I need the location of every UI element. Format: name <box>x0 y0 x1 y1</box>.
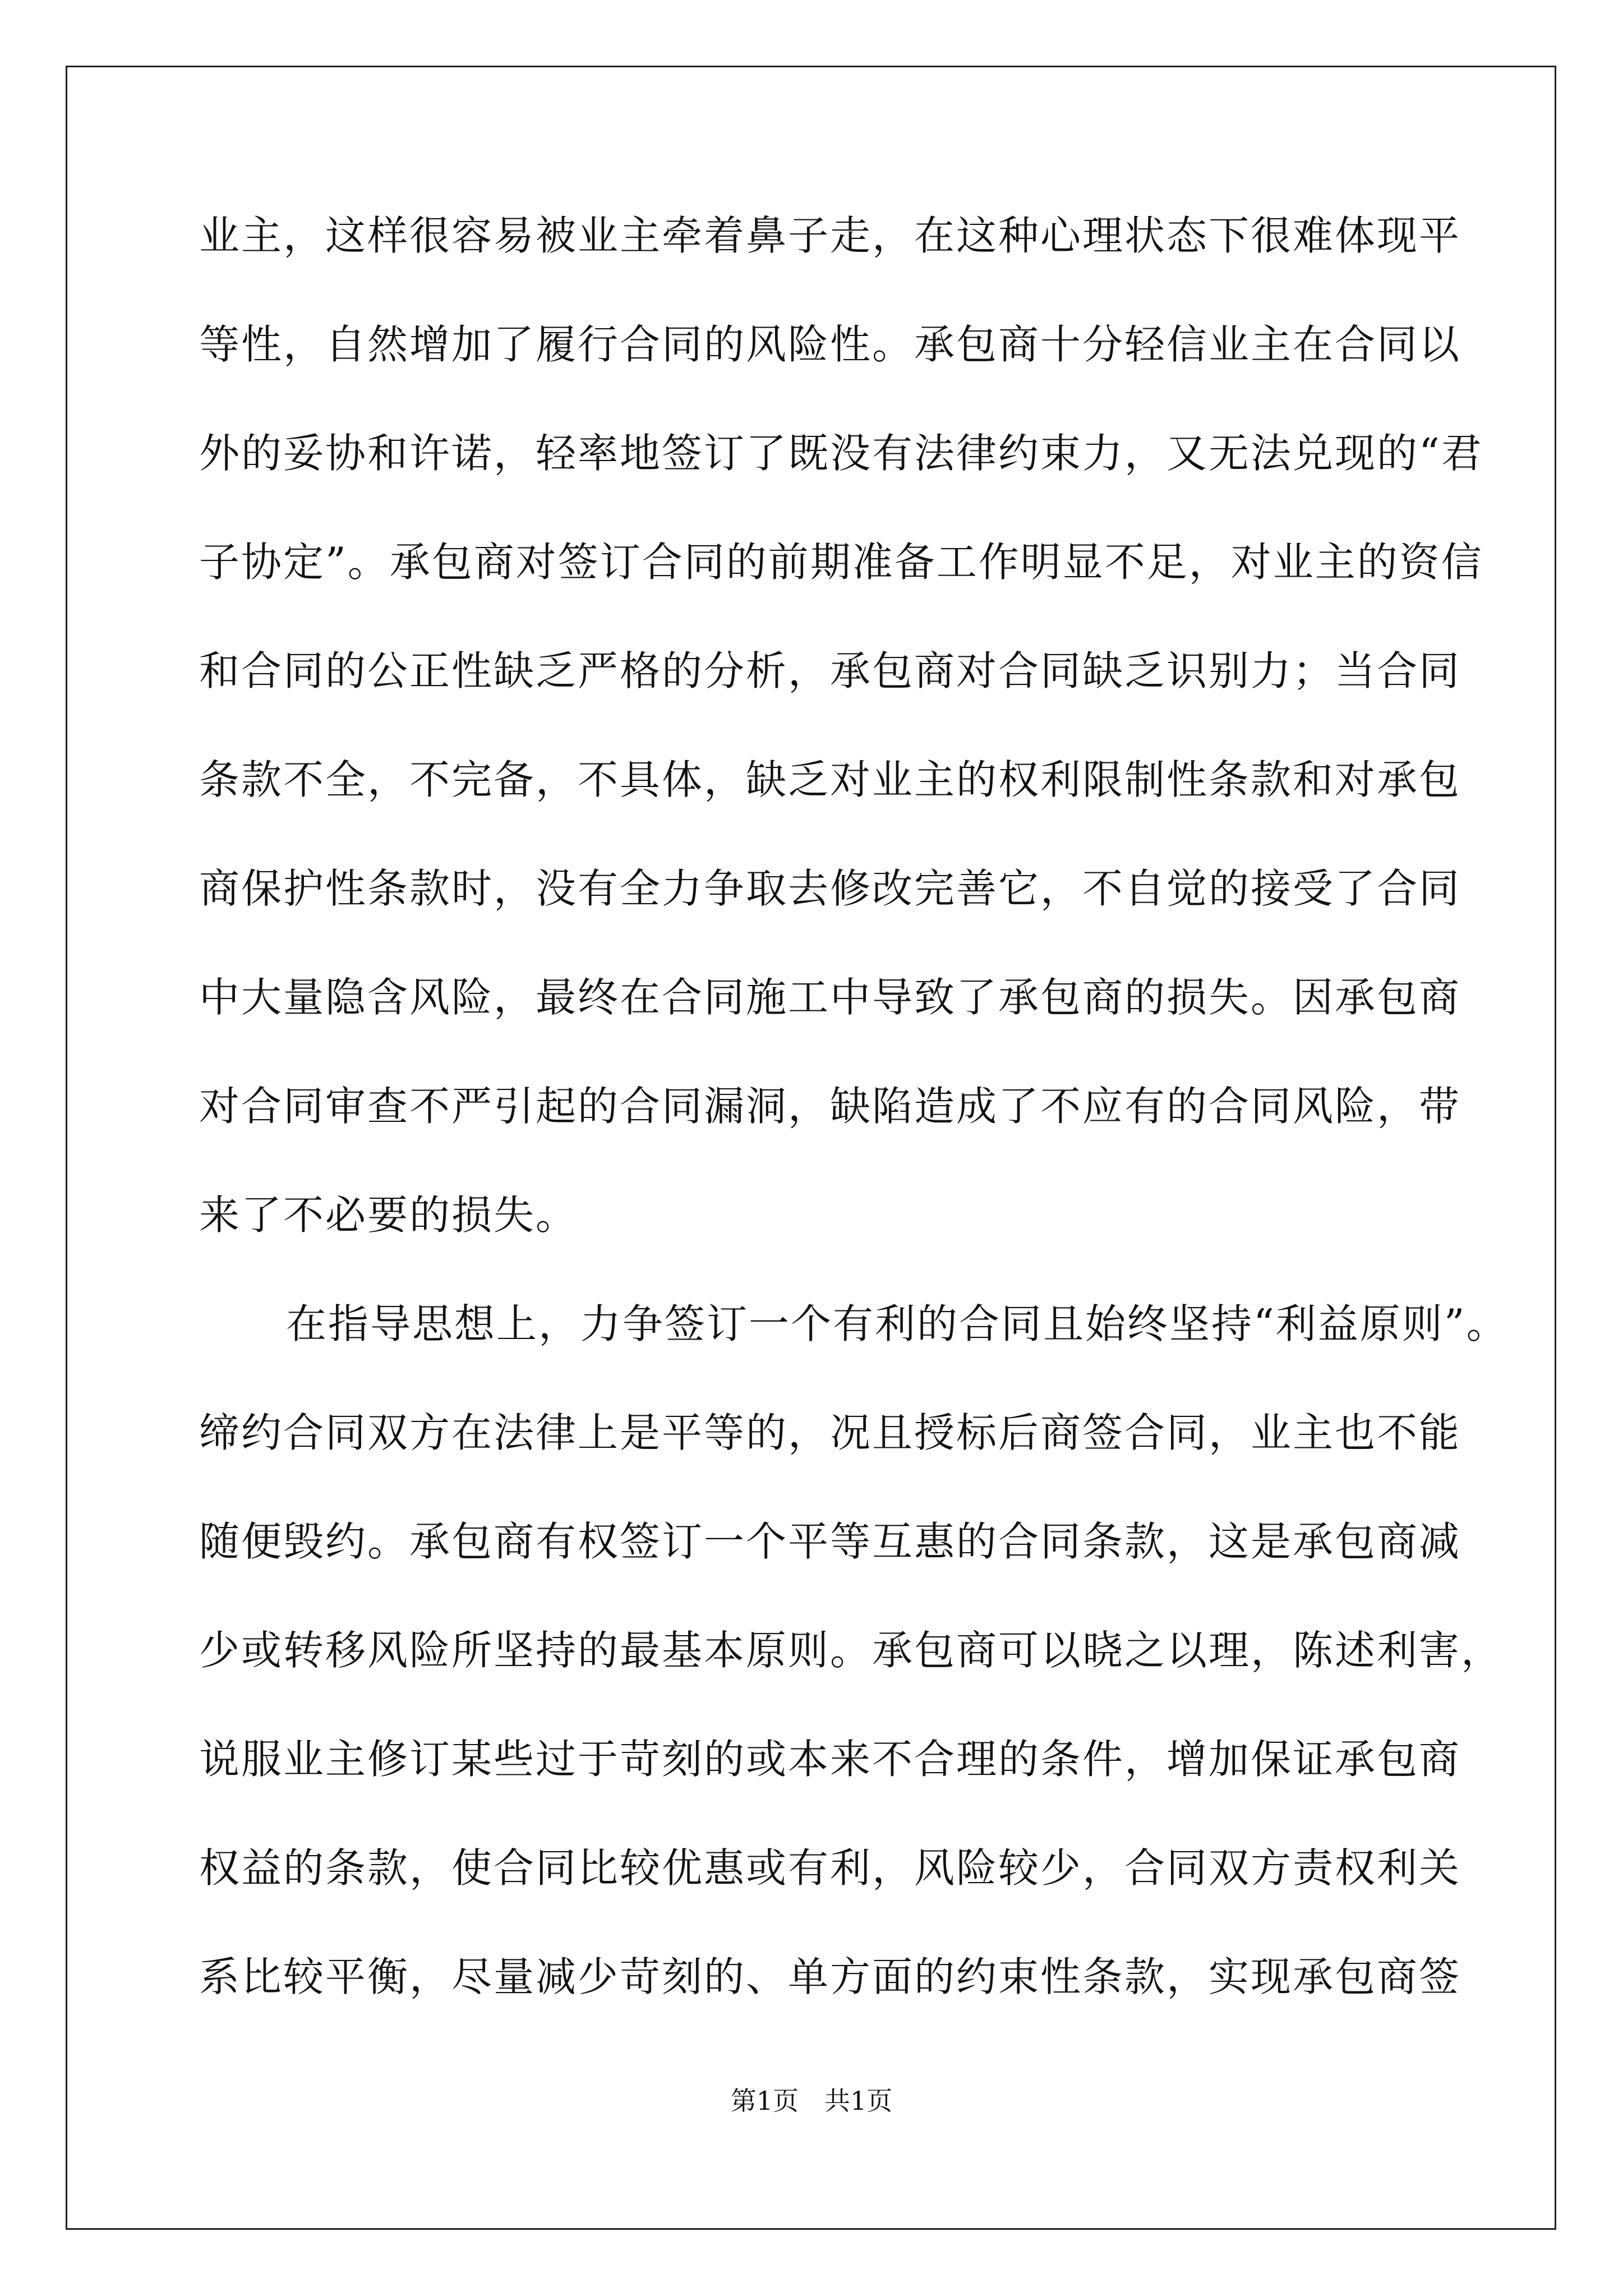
page-number-footer: 第1页 共1页 <box>730 2086 893 2116</box>
text-line: 来了不必要的损失。 <box>199 1191 578 1239</box>
text-line: 子协定”。承包商对签订合同的前期准备工作明显不足，对业主的资信 <box>199 539 1483 586</box>
text-line: 缔约合同双方在法律上是平等的，况且授标后商签合同，业主也不能 <box>199 1409 1461 1456</box>
paragraph-first-line: 在指导思想上，力争签订一个有利的合同且始终坚持“利益原则”。 <box>286 1300 1509 1347</box>
text-line: 和合同的公正性缺乏严格的分析，承包商对合同缺乏识别力；当合同 <box>199 647 1461 694</box>
text-line: 少或转移风险所坚持的最基本原则。承包商可以晓之以理，陈述利害， <box>199 1627 1504 1674</box>
text-line: 系比较平衡，尽量减少苛刻的、单方面的约束性条款，实现承包商签 <box>199 1953 1461 2000</box>
text-line: 外的妥协和许诺，轻率地签订了既没有法律约束力，又无法兑现的“君 <box>199 430 1483 477</box>
text-line: 说服业主修订某些过于苛刻的或本来不合理的条件，增加保证承包商 <box>199 1736 1461 1783</box>
text-line: 对合同审查不严引起的合同漏洞，缺陷造成了不应有的合同风险，带 <box>199 1083 1461 1130</box>
text-line: 等性，自然增加了履行合同的风险性。承包商十分轻信业主在合同以 <box>199 321 1461 368</box>
text-line: 业主，这样很容易被业主牵着鼻子走，在这种心理状态下很难体现平 <box>199 212 1461 259</box>
page-border <box>66 66 1556 2230</box>
text-line: 条款不全，不完备，不具体，缺乏对业主的权利限制性条款和对承包 <box>199 756 1461 803</box>
text-line: 商保护性条款时，没有全力争取去修改完善它，不自觉的接受了合同 <box>199 865 1461 912</box>
text-line: 随便毁约。承包商有权签订一个平等互惠的合同条款，这是承包商减 <box>199 1518 1461 1565</box>
text-line: 中大量隐含风险，最终在合同施工中导致了承包商的损失。因承包商 <box>199 974 1461 1021</box>
text-line: 权益的条款，使合同比较优惠或有利，风险较少，合同双方责权利关 <box>199 1844 1461 1892</box>
